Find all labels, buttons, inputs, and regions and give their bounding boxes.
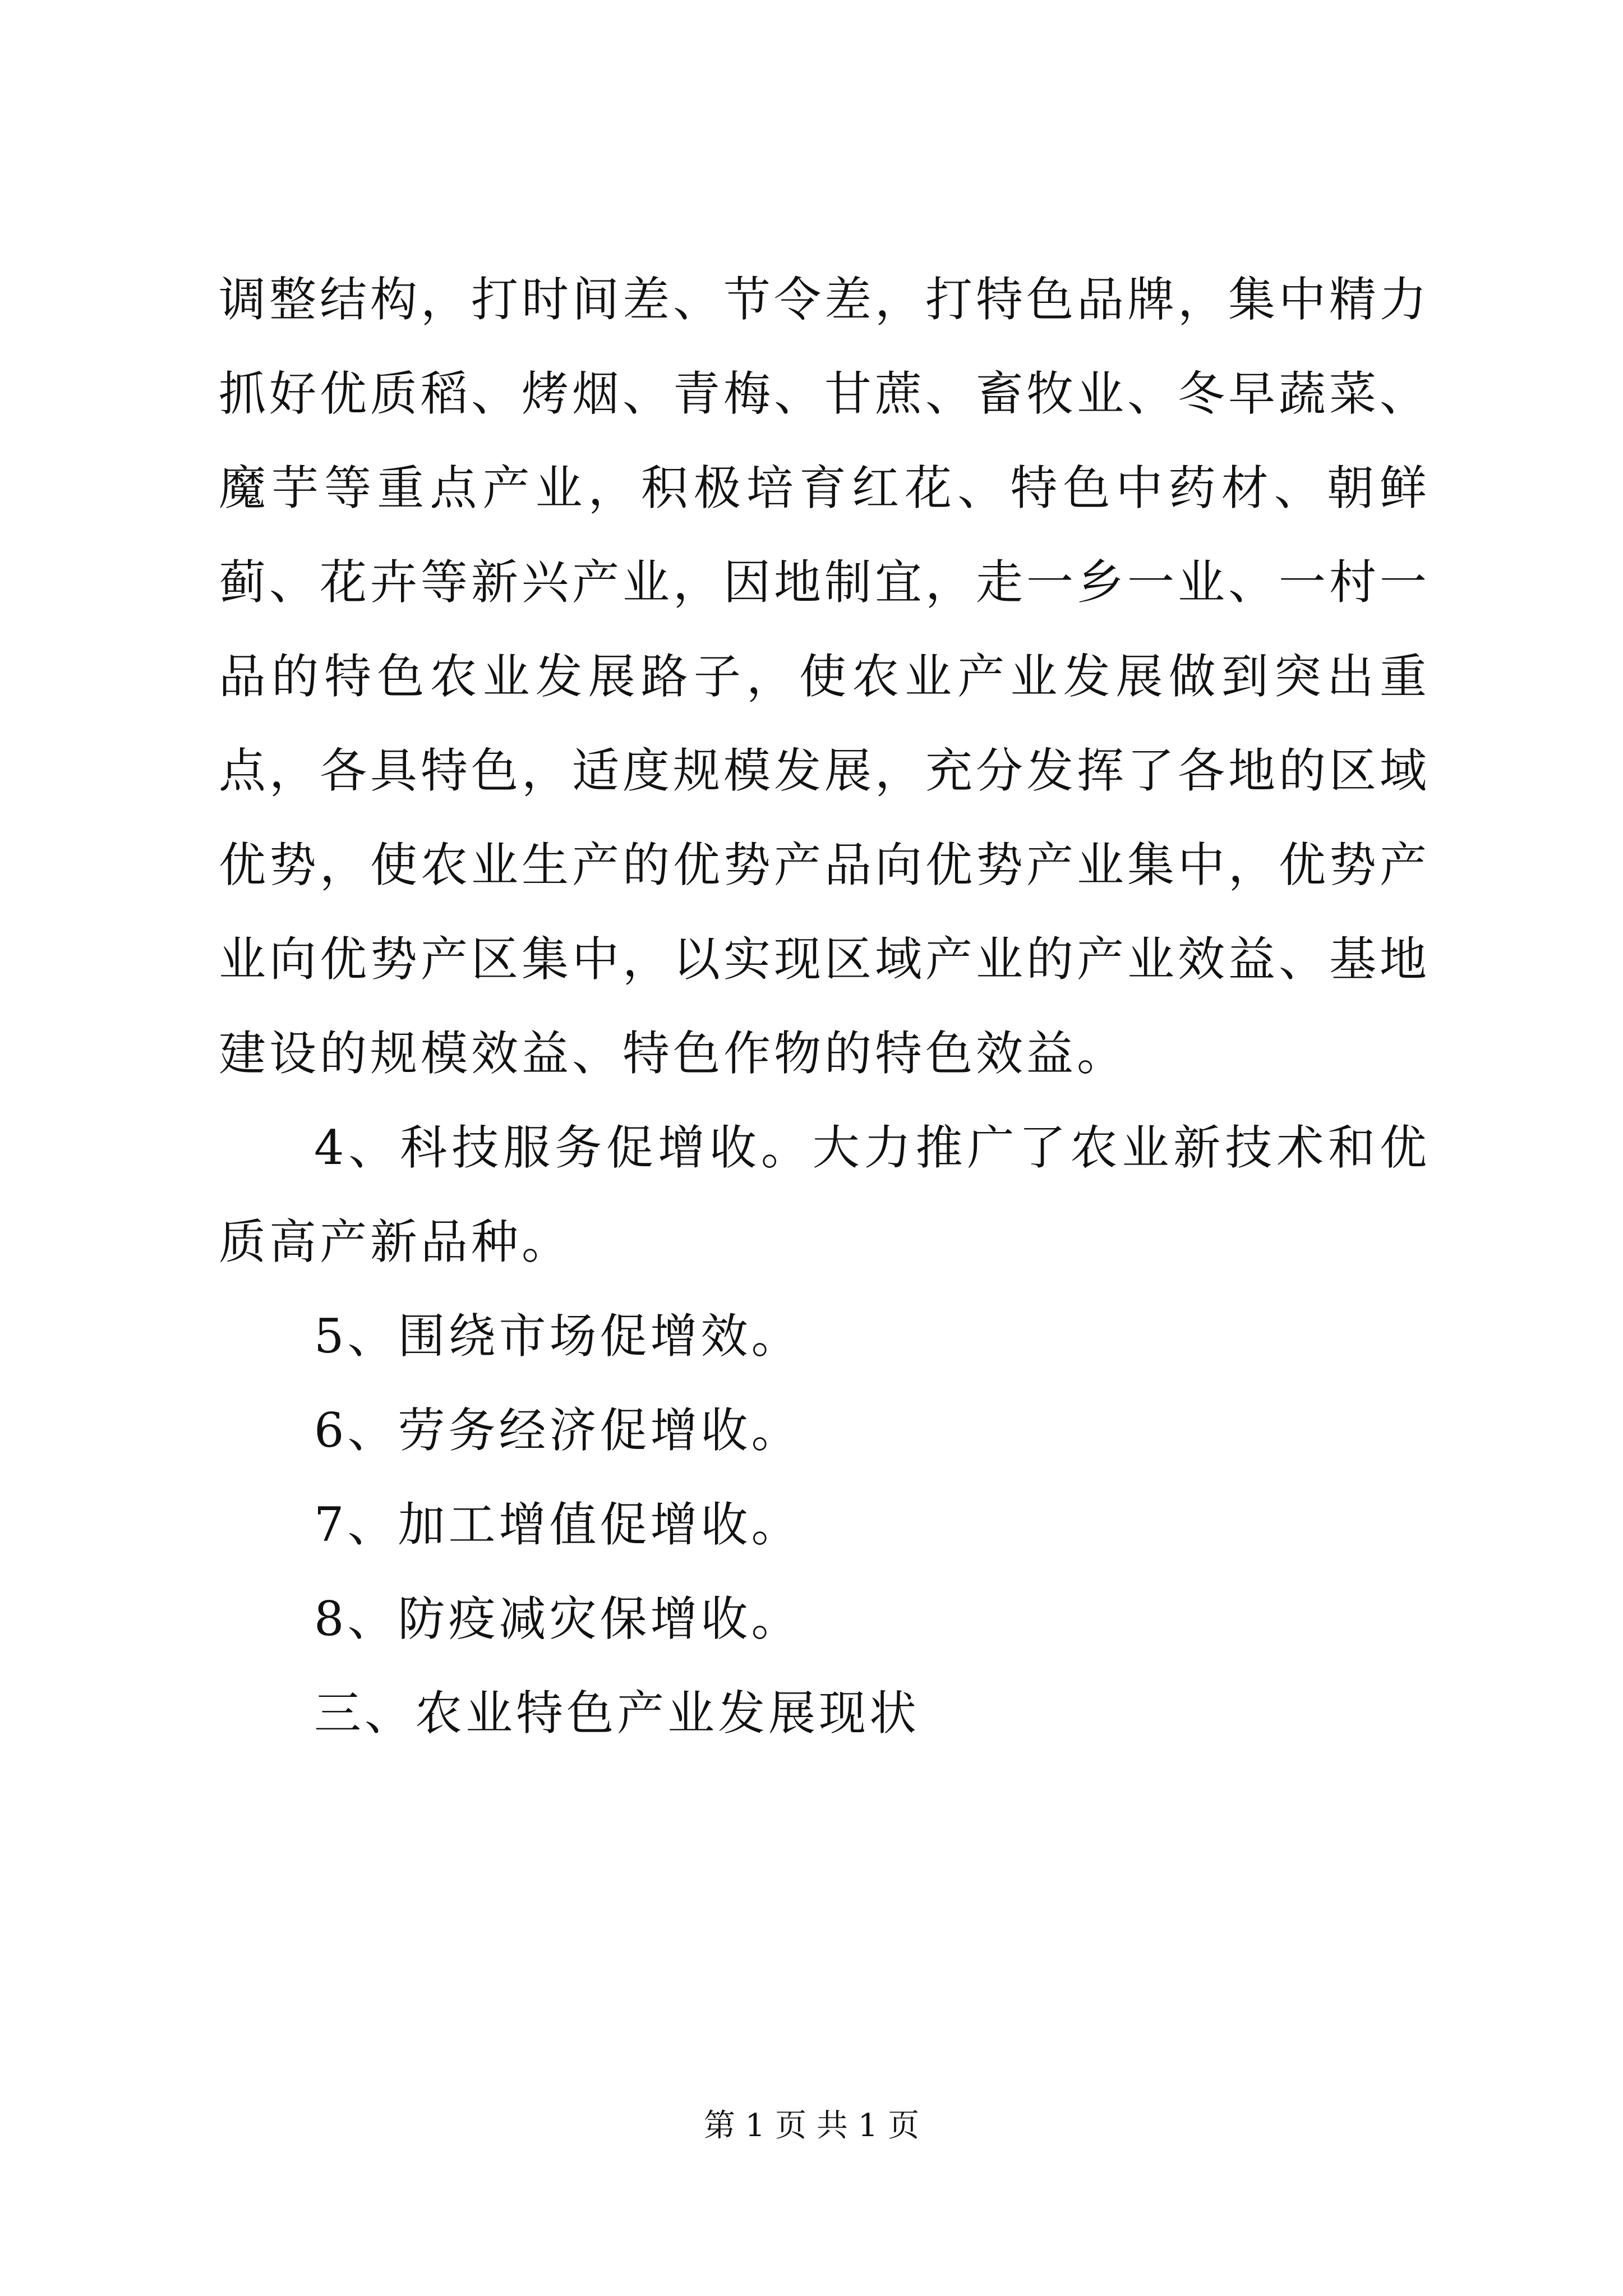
- paragraph-continuation: 调整结构，打时间差、节令差，打特色品牌，集中精力抓好优质稻、烤烟、青梅、甘蔗、畜牧业、冬早蔬菜、魔芋等重点产业，积极培育红花、特色中药材、朝鲜蓟、花卉等新兴产业，因地制宜，走一乡一业、一村一品的特色农业发展路子，使农业产业发展做到突出重点，各具特色，适度规模发展，充分发挥了各地的区域优势，使农业生产的优势产品向优势产业集中，优势产业向优势产区集中，以实现区域产业的产业效益、基地建设的规模效益、特色作物的特色效益。: [219, 272, 1431, 1081]
- paragraph-item-4: 4、科技服务促增收。大力推广了农业新技术和优质高产新品种。: [219, 1120, 1430, 1269]
- paragraph-item-7: 7、加工增值促增收。: [314, 1497, 802, 1552]
- section-heading-3: 三、农业特色产业发展现状: [314, 1686, 920, 1741]
- paragraph-item-8: 8、防疫减灾保增收。: [314, 1591, 802, 1646]
- body-text: [219, 252, 1430, 1760]
- page-footer: 第 1 页 共 1 页: [703, 2108, 920, 2144]
- paragraph-item-6: 6、劳务经济促增收。: [314, 1403, 802, 1458]
- paragraph-item-5: 5、围绕市场促增效。: [314, 1309, 802, 1364]
